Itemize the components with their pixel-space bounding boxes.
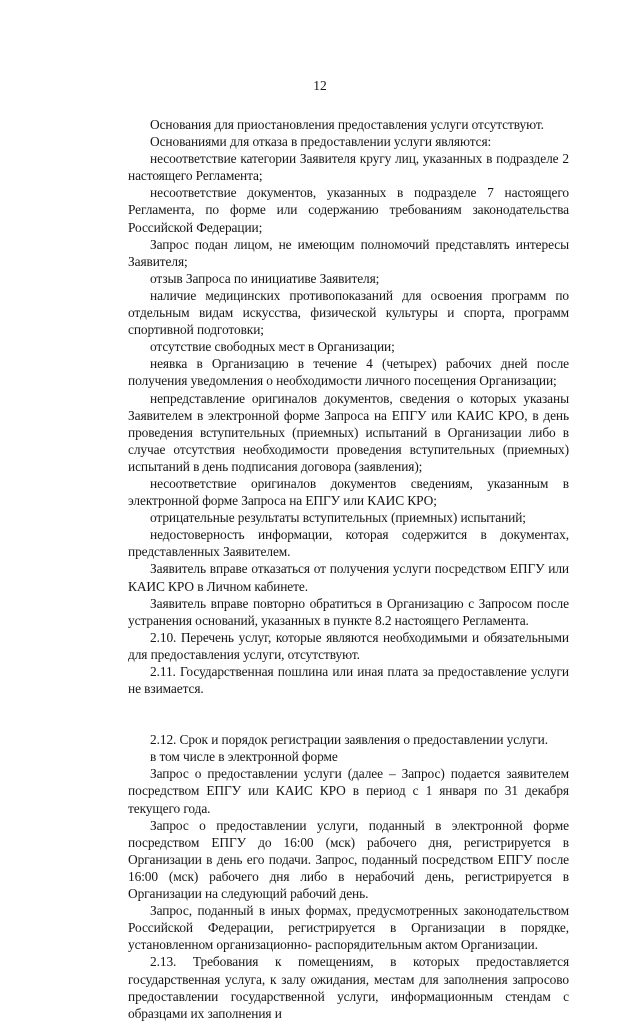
- paragraph: Запрос о предоставлении услуги, поданный в электронной форме посредством ЕПГУ до 16:00 (мск) рабочего дня, регистрируется в Организации в день его подачи. Запрос, поданный посредством ЕПГУ после 16:00 (мск) рабочего дня либо в нерабочий день, регистрируется в Организации на следующий рабочий день.: [128, 817, 569, 902]
- section-2-13: 2.13. Требования к помещениям, в которых предоставляется государственная услуга, к залу ожидания, местам для заполнения запросово предоставлении государственной услуги, информационным стендам с образцами их заполнения и: [128, 954, 569, 1021]
- paragraph: отсутствие свободных мест в Организации;: [150, 339, 395, 355]
- paragraph: Заявитель вправе отказаться от получения услуги посредством ЕПГУ или КАИС КРО в Личном кабинете.: [128, 561, 569, 594]
- spacer: [128, 697, 569, 731]
- paragraph: недостоверность информации, которая содержится в документах, представленных Заявителем.: [128, 527, 569, 560]
- paragraph: неявка в Организацию в течение 4 (четырех) рабочих дней после получения уведомления о необходимости личного посещения Организации;: [128, 356, 569, 389]
- section-2-12-heading: 2.12. Срок и порядок регистрации заявления о предоставлении услуги.: [150, 732, 548, 748]
- paragraph: непредставление оригиналов документов, сведения о которых указаны Заявителем в электронной форме Запроса на ЕПГУ или КАИС КРО, в день проведения вступительных (приемных) испытаний в Организации либо в случае отсутствия необходимости проведения вступительных (приемных) испытаний в день подписания договора (заявления);: [128, 390, 569, 474]
- paragraph: несоответствие документов, указанных в подразделе 7 настоящего Регламента, по форме или содержанию требованиям законодательства Российской Федерации;: [128, 185, 569, 235]
- page-number: 12: [313, 78, 327, 93]
- paragraph: Основания для приостановления предоставления услуги отсутствуют.: [150, 117, 544, 132]
- paragraph: несоответствие оригиналов документов сведениям, указанным в электронной форме Запроса на ЕПГУ или КАИС КРО;: [128, 475, 569, 509]
- paragraph: наличие медицинских противопоказаний для освоения программ по отдельным видам искусства, физической культуры и спорта, программ спортивной подготовки;: [128, 287, 569, 338]
- paragraph: Запрос подан лицом, не имеющим полномочий представлять интересы Заявителя;: [128, 236, 569, 269]
- document-body: [128, 116, 569, 1022]
- section-2-10: 2.10. Перечень услуг, которые являются необходимыми и обязательными для предоставления услуги, отсутствуют.: [128, 629, 569, 662]
- paragraph: Запрос, поданный в иных формах, предусмотренных законодательством Российской Федерации, регистрируется в Организации в порядке, установленном организационно- распорядительным актом Организации.: [128, 903, 569, 953]
- paragraph: Запрос о предоставлении услуги (далее – Запрос) подается заявителем посредством ЕПГУ или КАИС КРО в период с 1 января по 31 декабря текущего года.: [128, 766, 569, 816]
- paragraph: Заявитель вправе повторно обратиться в Организацию с Запросом после устранения оснований, указанных в пункте 8.2 настоящего Регламента.: [128, 595, 569, 628]
- paragraph: отзыв Запроса по инициативе Заявителя;: [150, 270, 380, 286]
- section-2-12-subheading: в том числе в электронной форме: [150, 749, 338, 765]
- paragraph: несоответствие категории Заявителя кругу лиц, указанных в подразделе 2 настоящего Регламента;: [128, 151, 569, 184]
- paragraph: Основаниями для отказа в предоставлении услуги являются:: [150, 134, 492, 150]
- section-2-11: 2.11. Государственная пошлина или иная плата за предоставление услуги не взимается.: [128, 664, 569, 697]
- paragraph: отрицательные результаты вступительных (приемных) испытаний;: [150, 510, 526, 526]
